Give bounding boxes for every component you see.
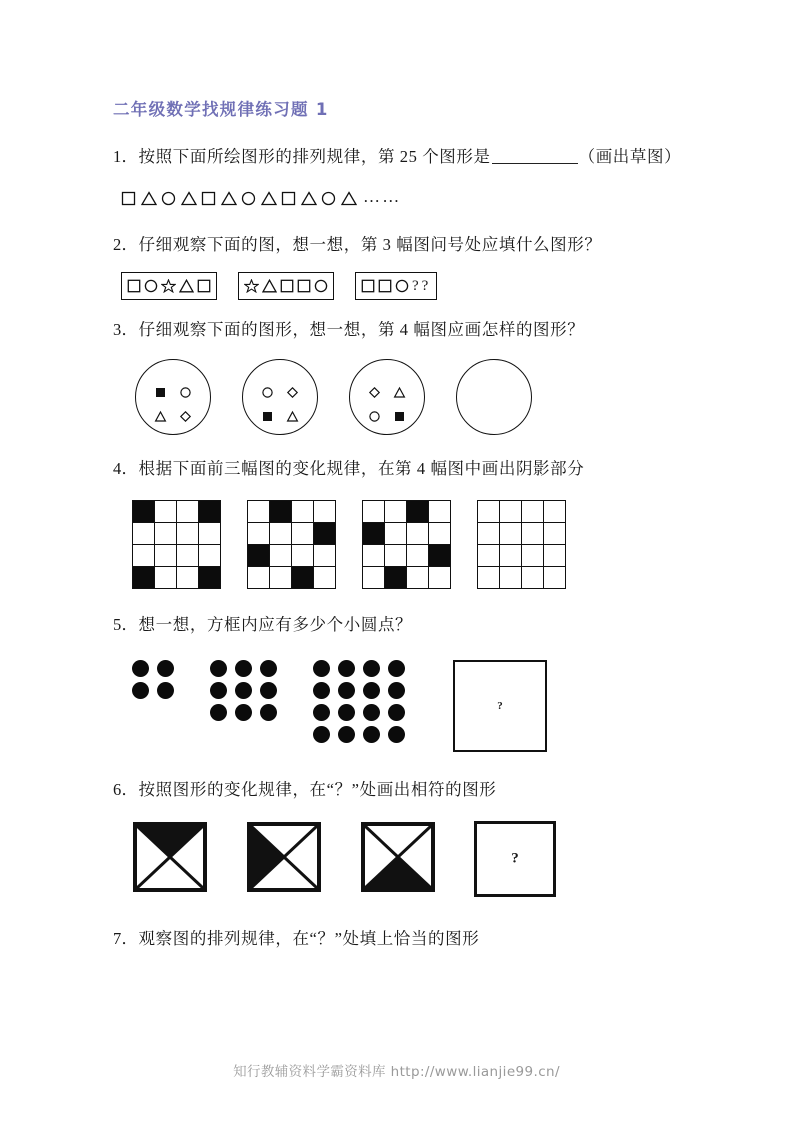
grid-cell-empty[interactable] <box>248 567 270 589</box>
strip-2 <box>238 272 334 300</box>
dot <box>313 682 330 699</box>
dot <box>363 726 380 743</box>
triangle-shape <box>261 191 277 206</box>
question-5-text <box>113 609 693 641</box>
grid-cell-shaded[interactable] <box>199 501 221 523</box>
grid-cell-empty[interactable] <box>155 545 177 567</box>
dot <box>235 682 252 699</box>
circle-shape <box>241 191 256 206</box>
grid-cell-empty[interactable] <box>544 545 566 567</box>
grid-cell-empty[interactable] <box>199 523 221 545</box>
dot <box>157 682 174 699</box>
dot-row <box>132 682 174 699</box>
square-shape <box>281 191 296 206</box>
question-2-text <box>113 229 693 261</box>
dot <box>210 682 227 699</box>
grid-cell-empty[interactable] <box>155 501 177 523</box>
grid-cell-empty[interactable] <box>385 523 407 545</box>
question-7-number: 7 <box>113 928 122 948</box>
grid-cell-shaded[interactable] <box>363 523 385 545</box>
dot <box>388 682 405 699</box>
question-1-text <box>113 141 693 173</box>
shaded-square-top <box>132 821 208 898</box>
grid-cell-shaded[interactable] <box>292 567 314 589</box>
dot <box>132 682 149 699</box>
grid-cell-empty[interactable] <box>133 545 155 567</box>
dot <box>210 704 227 721</box>
question-6-stem: ．按照图形的变化规律，在“？”处画出相符的图形 <box>121 779 497 799</box>
grid-cell-empty[interactable] <box>544 501 566 523</box>
square-shape <box>297 279 311 293</box>
grid-cell-empty[interactable] <box>522 567 544 589</box>
grid-cell-empty[interactable] <box>500 545 522 567</box>
square-shape <box>280 279 294 293</box>
question-5 <box>113 609 693 751</box>
grid-cell-empty[interactable] <box>133 523 155 545</box>
grid-cell-empty[interactable] <box>500 567 522 589</box>
triangle-shape <box>181 191 197 206</box>
dot <box>338 660 355 677</box>
grid-cell-empty[interactable] <box>177 501 199 523</box>
grid-cell-empty[interactable] <box>478 501 500 523</box>
dot-row <box>210 660 277 677</box>
square-answer-slot[interactable] <box>474 821 556 897</box>
dot <box>260 682 277 699</box>
grid-cell-empty[interactable] <box>199 545 221 567</box>
triangle-shape <box>341 191 357 206</box>
question-5-dot-groups <box>132 660 693 752</box>
question-4-stem: ．根据下面前三幅图的变化规律，在第 4 幅图中画出阴影部分 <box>121 459 585 479</box>
dot <box>132 660 149 677</box>
triangle-shape <box>221 191 237 206</box>
pattern-grid-2 <box>247 500 336 589</box>
grid-cell-empty[interactable] <box>429 567 451 589</box>
dot-row <box>313 660 405 677</box>
grid-cell-empty[interactable] <box>314 545 336 567</box>
dot-row <box>313 704 405 721</box>
grid-cell-empty[interactable] <box>500 501 522 523</box>
dot <box>363 704 380 721</box>
strip-3 <box>355 272 437 300</box>
circle-shape <box>321 191 336 206</box>
pattern-circle-4-empty[interactable] <box>456 359 532 435</box>
dot <box>363 660 380 677</box>
grid-cell-shaded[interactable] <box>248 545 270 567</box>
grid-cell-empty[interactable] <box>385 501 407 523</box>
grid-cell-empty[interactable] <box>155 567 177 589</box>
dot <box>313 726 330 743</box>
question-2 <box>113 229 693 300</box>
question-6-squares <box>132 821 693 898</box>
dot <box>157 660 174 677</box>
pattern-grid-1 <box>132 500 221 589</box>
dot <box>388 704 405 721</box>
dot-group-3 <box>313 660 405 748</box>
dot <box>260 704 277 721</box>
dot <box>313 660 330 677</box>
grid-cell-empty[interactable] <box>544 523 566 545</box>
square-shape <box>201 191 216 206</box>
grid-cell-empty[interactable] <box>544 567 566 589</box>
grid-cell-empty[interactable] <box>363 567 385 589</box>
grid-cell-shaded[interactable] <box>270 501 292 523</box>
question-mark-label: ? <box>497 699 503 712</box>
grid-cell-empty[interactable] <box>478 545 500 567</box>
grid-cell-empty[interactable] <box>407 545 429 567</box>
question-4-text <box>113 453 693 485</box>
grid-cell-empty[interactable] <box>522 501 544 523</box>
pattern-circle-3 <box>349 359 425 435</box>
star-shape <box>244 279 259 293</box>
grid-cell-shaded[interactable] <box>133 501 155 523</box>
grid-cell-empty[interactable] <box>314 501 336 523</box>
dot <box>338 704 355 721</box>
grid-cell-empty[interactable] <box>292 501 314 523</box>
dot <box>260 660 277 677</box>
question-2-number: 2 <box>113 234 122 254</box>
pattern-circle-1 <box>135 359 211 435</box>
dot <box>235 660 252 677</box>
page-title: 二年级数学找规律练习题 1 <box>113 100 329 119</box>
circle-shape <box>161 191 176 206</box>
square-shape <box>121 191 136 206</box>
grid-cell-shaded[interactable] <box>429 545 451 567</box>
grid-cell-empty[interactable] <box>270 545 292 567</box>
grid-cell-empty[interactable] <box>478 523 500 545</box>
triangle-shape <box>179 279 194 293</box>
dot-group-1 <box>132 660 174 704</box>
pattern-circle-2 <box>242 359 318 435</box>
diamond-shape <box>167 398 204 435</box>
grid-cell-shaded[interactable] <box>199 567 221 589</box>
triangle-shape <box>141 191 157 206</box>
question-3-circles <box>135 359 693 435</box>
question-3-text <box>113 314 693 346</box>
grid-cell-empty[interactable] <box>248 523 270 545</box>
square-shape <box>127 279 141 293</box>
dot <box>235 704 252 721</box>
triangle-shape <box>262 279 277 293</box>
dot-row <box>132 660 174 677</box>
pattern-grid-3 <box>362 500 451 589</box>
question-3-number: 3 <box>113 320 122 340</box>
question-mark-slot[interactable]: ? <box>412 277 419 294</box>
grid-cell-empty[interactable] <box>363 501 385 523</box>
dot <box>210 660 227 677</box>
filled-square-shape <box>381 398 418 435</box>
dot <box>338 682 355 699</box>
question-2-strips <box>121 272 693 300</box>
dot-group-2 <box>210 660 277 726</box>
square-shape <box>197 279 211 293</box>
grid-cell-empty[interactable] <box>478 567 500 589</box>
dot-row <box>313 726 405 743</box>
grid-cell-empty[interactable] <box>522 523 544 545</box>
question-6-text <box>113 774 693 806</box>
question-2-stem: ．仔细观察下面的图，想一想，第 3 幅图问号处应填什么图形？ <box>121 234 602 254</box>
dot-row <box>313 682 405 699</box>
star-shape <box>161 279 176 293</box>
dot-row <box>210 704 277 721</box>
grid-cell-empty[interactable] <box>407 523 429 545</box>
question-5-number: 5 <box>113 615 122 635</box>
question-1-stem-end: （画出草图） <box>578 146 682 166</box>
grid-cell-shaded[interactable] <box>385 567 407 589</box>
grid-cell-empty[interactable] <box>270 523 292 545</box>
question-1-stem: ．按照下面所绘图形的排列规律，第 25 个图形是 <box>121 146 491 166</box>
grid-cell-shaded[interactable] <box>407 501 429 523</box>
grid-cell-shaded[interactable] <box>133 567 155 589</box>
triangle-shape <box>301 191 317 206</box>
shaded-square-bottom <box>360 821 436 898</box>
dot <box>388 660 405 677</box>
circle-shape <box>314 279 328 293</box>
grid-cell-empty[interactable] <box>314 567 336 589</box>
grid-cell-empty[interactable] <box>429 523 451 545</box>
circle-shape <box>144 279 158 293</box>
question-6 <box>113 774 693 898</box>
sequence-ellipsis: …… <box>363 186 402 206</box>
question-1-shape-sequence <box>121 182 693 216</box>
grid-cell-empty[interactable] <box>522 545 544 567</box>
grid-cell-shaded[interactable] <box>314 523 336 545</box>
dot <box>363 682 380 699</box>
dot <box>313 704 330 721</box>
dot-row <box>210 682 277 699</box>
pattern-grid-4-empty[interactable] <box>477 500 566 589</box>
grid-cell-empty[interactable] <box>500 523 522 545</box>
dot <box>388 726 405 743</box>
grid-cell-empty[interactable] <box>429 501 451 523</box>
grid-cell-empty[interactable] <box>363 545 385 567</box>
grid-cell-empty[interactable] <box>292 545 314 567</box>
grid-cell-empty[interactable] <box>407 567 429 589</box>
worksheet-content <box>113 100 693 955</box>
footer-watermark: 知行教辅资料学霸资料库 http://www.lianjie99.cn/ <box>233 1064 560 1080</box>
grid-cell-empty[interactable] <box>177 523 199 545</box>
question-3-stem: ．仔细观察下面的图形，想一想，第 4 幅图应画怎样的图形？ <box>121 320 585 340</box>
grid-cell-empty[interactable] <box>177 545 199 567</box>
grid-cell-empty[interactable] <box>155 523 177 545</box>
grid-cell-empty[interactable] <box>177 567 199 589</box>
shaded-square-left <box>246 821 322 898</box>
question-3 <box>113 314 693 435</box>
circle-shape <box>395 279 409 293</box>
question-7 <box>113 923 693 955</box>
strip-1 <box>121 272 217 300</box>
grid-cell-empty[interactable] <box>385 545 407 567</box>
question-7-stem: ．观察图的排列规律，在“？”处填上恰当的图形 <box>121 928 480 948</box>
dot <box>338 726 355 743</box>
question-4 <box>113 453 693 589</box>
question-1-number: 1 <box>113 146 122 166</box>
question-7-text <box>113 923 693 955</box>
answer-box[interactable] <box>453 660 547 752</box>
grid-cell-empty[interactable] <box>270 567 292 589</box>
question-4-grids <box>132 500 693 589</box>
grid-cell-empty[interactable] <box>292 523 314 545</box>
question-4-number: 4 <box>113 459 122 479</box>
triangle-shape <box>274 398 311 435</box>
question-6-number: 6 <box>113 779 122 799</box>
question-mark-slot[interactable]: ? <box>421 277 429 294</box>
square-shape <box>361 279 375 293</box>
grid-cell-empty[interactable] <box>248 501 270 523</box>
question-mark-label: ? <box>511 850 519 867</box>
square-shape <box>378 279 392 293</box>
question-5-stem: ．想一想，方框内应有多少个小圆点？ <box>121 615 413 635</box>
question-1 <box>113 141 693 216</box>
answer-blank[interactable] <box>492 163 578 164</box>
